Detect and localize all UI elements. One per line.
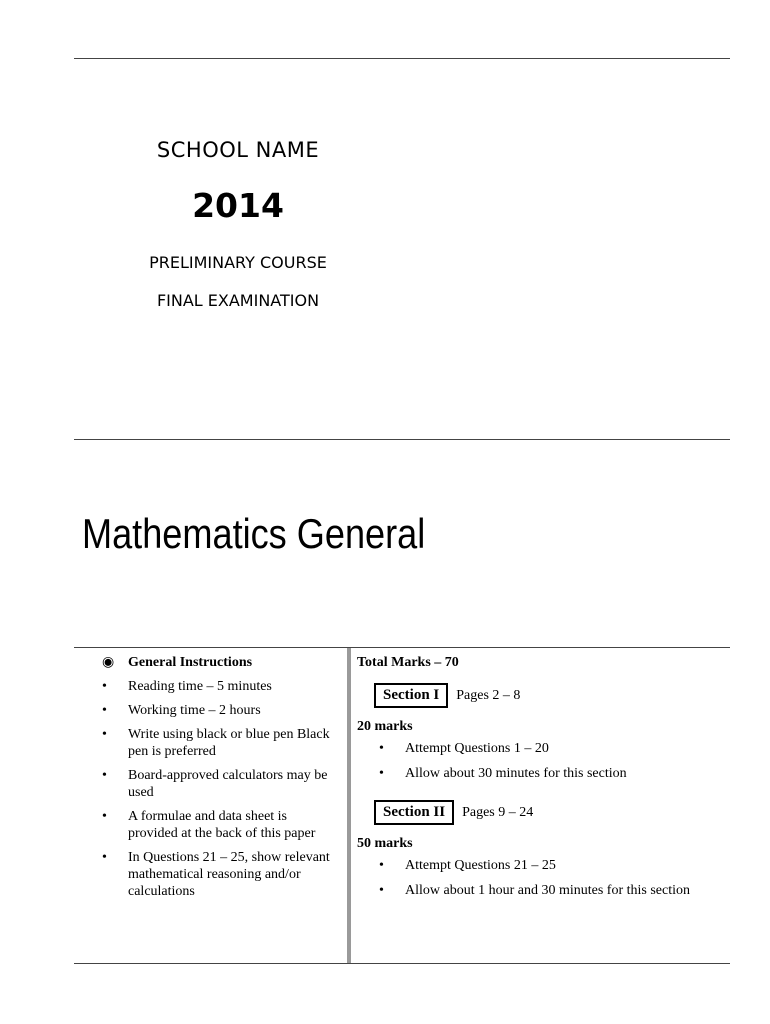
section-item-text: Allow about 1 hour and 30 minutes for this section	[405, 883, 691, 898]
school-name: SCHOOL NAME	[156, 138, 320, 162]
bullet-icon: •	[102, 703, 107, 718]
list-item	[100, 678, 340, 695]
instructions-title: General Instructions	[128, 655, 253, 670]
bullet-icon: •	[102, 679, 107, 694]
general-instructions	[100, 654, 340, 907]
bullet-icon: •	[379, 741, 384, 756]
bullet-icon: ◉	[102, 655, 115, 670]
total-marks: Total Marks – 70	[357, 655, 459, 670]
course-title: PRELIMINARY COURSE	[149, 253, 327, 272]
instruction-text: Write using black or blue pen Black pen is preferred	[128, 727, 330, 759]
instructions-heading	[100, 654, 340, 671]
list-item	[100, 726, 340, 760]
list-item	[100, 849, 340, 900]
section-item-text: Allow about 30 minutes for this section	[405, 766, 627, 781]
bullet-icon: •	[379, 766, 384, 781]
subject-title: Mathematics General	[82, 510, 426, 557]
section-1-header	[374, 683, 727, 708]
section-2-list	[377, 857, 727, 899]
list-item	[377, 765, 727, 782]
bullet-icon: •	[379, 858, 384, 873]
exam-title: FINAL EXAMINATION	[156, 291, 320, 310]
section-label: Section II	[374, 800, 454, 825]
list-item	[100, 767, 340, 801]
bullet-icon: •	[379, 883, 384, 898]
section-marks: 20 marks	[357, 719, 413, 734]
column-divider	[347, 648, 351, 963]
instruction-text: Board-approved calculators may be used	[128, 768, 328, 800]
bottom-rule	[74, 963, 730, 964]
section-label: Section I	[374, 683, 448, 708]
section-pages: Pages 9 – 24	[462, 805, 534, 820]
bullet-icon: •	[102, 809, 107, 824]
instructions-list	[100, 654, 340, 900]
top-rule	[74, 58, 730, 59]
list-item	[100, 702, 340, 719]
section-1-list	[377, 740, 727, 782]
list-item	[377, 882, 727, 899]
list-item	[377, 740, 727, 757]
section-pages: Pages 2 – 8	[456, 688, 521, 703]
section-2-header	[374, 800, 727, 825]
list-item	[377, 857, 727, 874]
instruction-text: Working time – 2 hours	[128, 703, 261, 718]
marks-summary	[357, 654, 727, 907]
section-item-text: Attempt Questions 21 – 25	[405, 858, 556, 873]
section-marks: 50 marks	[357, 836, 413, 851]
table-top-rule	[74, 647, 730, 648]
exam-year: 2014	[192, 186, 284, 225]
instruction-text: Reading time – 5 minutes	[128, 679, 272, 694]
middle-rule	[74, 439, 730, 440]
bullet-icon: •	[102, 768, 107, 783]
section-item-text: Attempt Questions 1 – 20	[405, 741, 549, 756]
list-item	[100, 808, 340, 842]
instruction-text: A formulae and data sheet is provided at the back of this paper	[128, 809, 316, 841]
instruction-text: In Questions 21 – 25, show relevant mathematical reasoning and/or calculations	[128, 850, 330, 899]
bullet-icon: •	[102, 727, 107, 742]
bullet-icon: •	[102, 850, 107, 865]
